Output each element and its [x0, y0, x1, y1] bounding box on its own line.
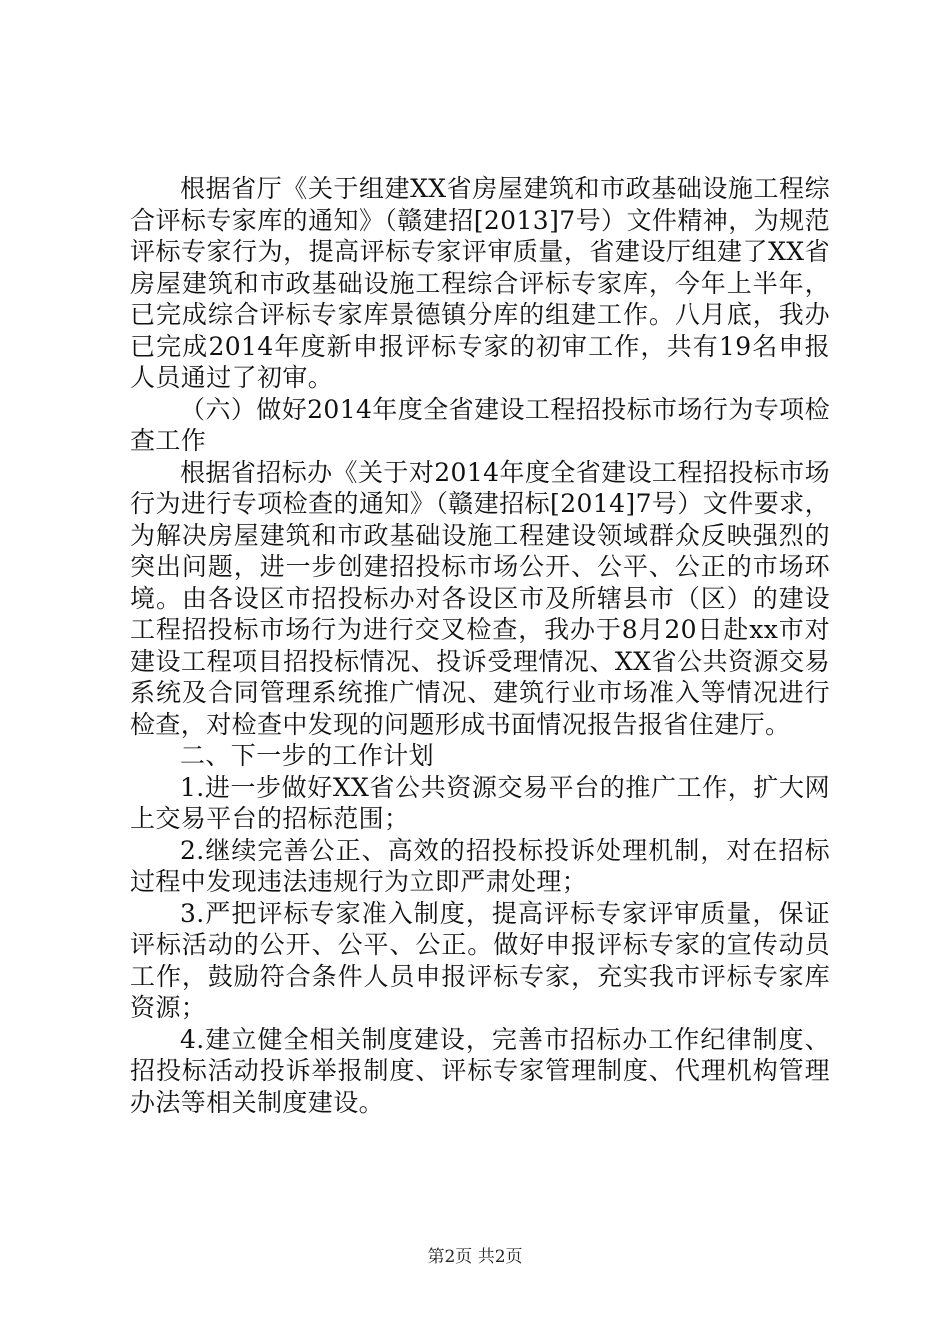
paragraph-section-six-heading: （六）做好2014年度全省建设工程招投标市场行为专项检查工作 [130, 394, 830, 455]
document-body [130, 173, 830, 1118]
paragraph-plan-item-4: 4.建立健全相关制度建设，完善市招标办工作纪律制度、招投标活动投诉举报制度、评标专家管理制度、代理机构管理办法等相关制度建设。 [130, 1024, 830, 1117]
paragraph-plan-item-3: 3.严把评标专家准入制度，提高评标专家评审质量，保证评标活动的公开、公平、公正。做好申报评标专家的宣传动员工作，鼓励符合条件人员申报评标专家，充实我市评标专家库资源； [130, 898, 830, 1022]
paragraph-special-inspection: 根据省招标办《关于对2014年度全省建设工程招投标市场行为进行专项检查的通知》（赣建招标[2014]7号）文件要求，为解决房屋建筑和市政基础设施工程建设领域群众反映强烈的突出问题，进一步创建招投标市场公开、公平、公正的市场环境。由各设区市招投标办对各设区市及所辖县市（区）的建设工程招投标市场行为进行交叉检查，我办于8月20日赴xx市对建设工程项目招投标情况、投诉受理情况、XX省公共资源交易系统及合同管理系统推广情况、建筑行业市场准入等情况进行检查，对检查中发现的问题形成书面情况报告报省住建厅。 [130, 457, 830, 739]
page-number-footer: 第2页 共2页 [427, 1247, 523, 1267]
paragraph-expert-library: 根据省厅《关于组建XX省房屋建筑和市政基础设施工程综合评标专家库的通知》（赣建招[2013]7号）文件精神，为规范评标专家行为，提高评标专家评审质量，省建设厅组建了XX省房屋建筑和市政基础设施工程综合评标专家库，今年上半年，已完成综合评标专家库景德镇分库的组建工作。八月底，我办已完成2014年度新申报评标专家的初审工作，共有19名申报人员通过了初审。 [130, 174, 830, 392]
paragraph-next-plan-heading: 二、下一步的工作计划 [180, 741, 435, 770]
paragraph-plan-item-1: 1.进一步做好XX省公共资源交易平台的推广工作，扩大网上交易平台的招标范围； [130, 772, 830, 833]
paragraph-plan-item-2: 2.继续完善公正、高效的招投标投诉处理机制，对在招标过程中发现违法违规行为立即严肃处理； [130, 835, 830, 896]
